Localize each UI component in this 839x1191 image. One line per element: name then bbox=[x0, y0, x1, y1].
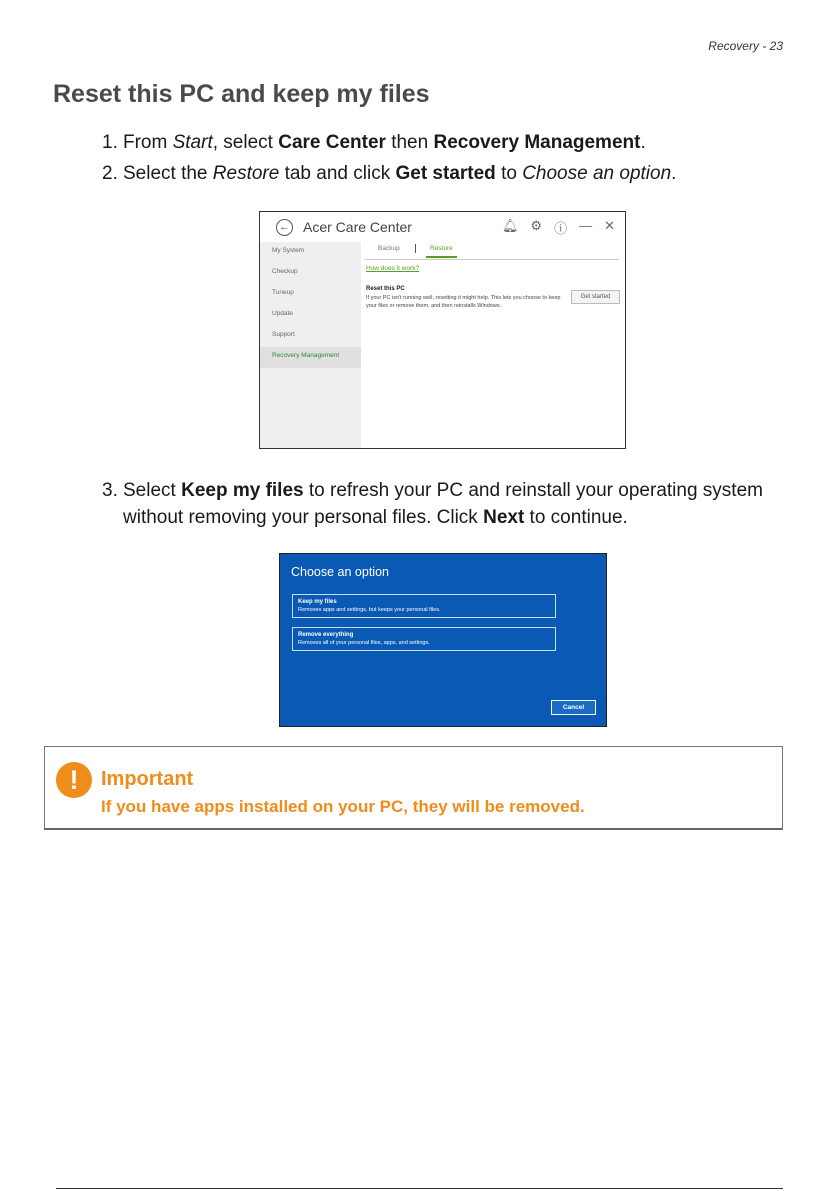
step-1 bbox=[102, 129, 792, 156]
sidebar-item-tuneup[interactable]: Tuneup bbox=[272, 289, 294, 296]
sidebar-item-update[interactable]: Update bbox=[272, 310, 293, 317]
choose-option-screenshot bbox=[279, 553, 607, 727]
note-text: If you have apps installed on your PC, they will be removed. bbox=[101, 797, 585, 816]
bell-icon[interactable]: 🔔︎ bbox=[501, 218, 519, 233]
note-heading: Important bbox=[101, 768, 194, 790]
sidebar bbox=[260, 242, 361, 449]
important-note bbox=[44, 746, 783, 830]
tab-backup[interactable]: Backup bbox=[378, 245, 400, 252]
how-does-it-work-link[interactable]: How does it work? bbox=[366, 265, 420, 272]
app-title: Acer Care Center bbox=[303, 219, 412, 235]
minimize-icon[interactable]: — bbox=[579, 218, 593, 233]
step-2 bbox=[102, 160, 792, 187]
sidebar-item-my-system[interactable]: My System bbox=[272, 247, 305, 254]
info-icon[interactable]: ⓘ bbox=[554, 221, 568, 236]
step-text: Select the Restore tab and click Get started to Choose an option. bbox=[123, 163, 677, 184]
option-title: Remove everything bbox=[298, 632, 354, 638]
remove-everything-option[interactable] bbox=[292, 627, 556, 651]
titlebar bbox=[260, 212, 625, 242]
section-title: Reset this PC and keep my files bbox=[53, 80, 430, 108]
step-number: 3. bbox=[102, 480, 118, 501]
exclamation-icon: ! bbox=[56, 762, 92, 798]
keep-my-files-option[interactable] bbox=[292, 594, 556, 618]
option-title: Keep my files bbox=[298, 599, 337, 605]
acer-care-center-screenshot bbox=[259, 211, 626, 449]
choose-option-title: Choose an option bbox=[291, 565, 389, 579]
tab-bar bbox=[364, 242, 619, 260]
running-header: Recovery - 23 bbox=[708, 39, 783, 53]
tab-separator bbox=[415, 244, 416, 253]
sidebar-item-recovery-management[interactable]: Recovery Management bbox=[260, 347, 361, 368]
sidebar-item-checkup[interactable]: Checkup bbox=[272, 268, 298, 275]
step-text: Select Keep my files to refresh your PC and reinstall your operating system without removing your personal files. Click Next to continue. bbox=[123, 480, 763, 528]
step-text: From Start, select Care Center then Recovery Management. bbox=[123, 132, 646, 153]
close-icon[interactable]: ✕ bbox=[604, 218, 615, 233]
back-arrow-icon[interactable]: ← bbox=[276, 219, 293, 236]
get-started-button[interactable]: Get started bbox=[571, 290, 620, 304]
step-3 bbox=[102, 477, 792, 531]
option-description: Removes all of your personal files, apps, and settings. bbox=[298, 640, 430, 646]
footer-rule bbox=[56, 1188, 783, 1189]
gear-icon[interactable]: ⚙ bbox=[530, 218, 543, 233]
cancel-button[interactable]: Cancel bbox=[551, 700, 596, 715]
reset-pc-description: If your PC isn't running well, resetting it might help. This lets you choose to keep your files or remove them, and then reinstalls Windows. bbox=[366, 295, 561, 309]
titlebar-icons bbox=[502, 218, 615, 237]
sidebar-item-support[interactable]: Support bbox=[272, 331, 295, 338]
reset-pc-title: Reset this PC bbox=[366, 286, 405, 292]
option-description: Removes apps and settings, but keeps your personal files. bbox=[298, 607, 441, 613]
tab-restore[interactable]: Restore bbox=[426, 245, 457, 258]
step-number: 1. bbox=[102, 132, 118, 153]
step-number: 2. bbox=[102, 163, 118, 184]
